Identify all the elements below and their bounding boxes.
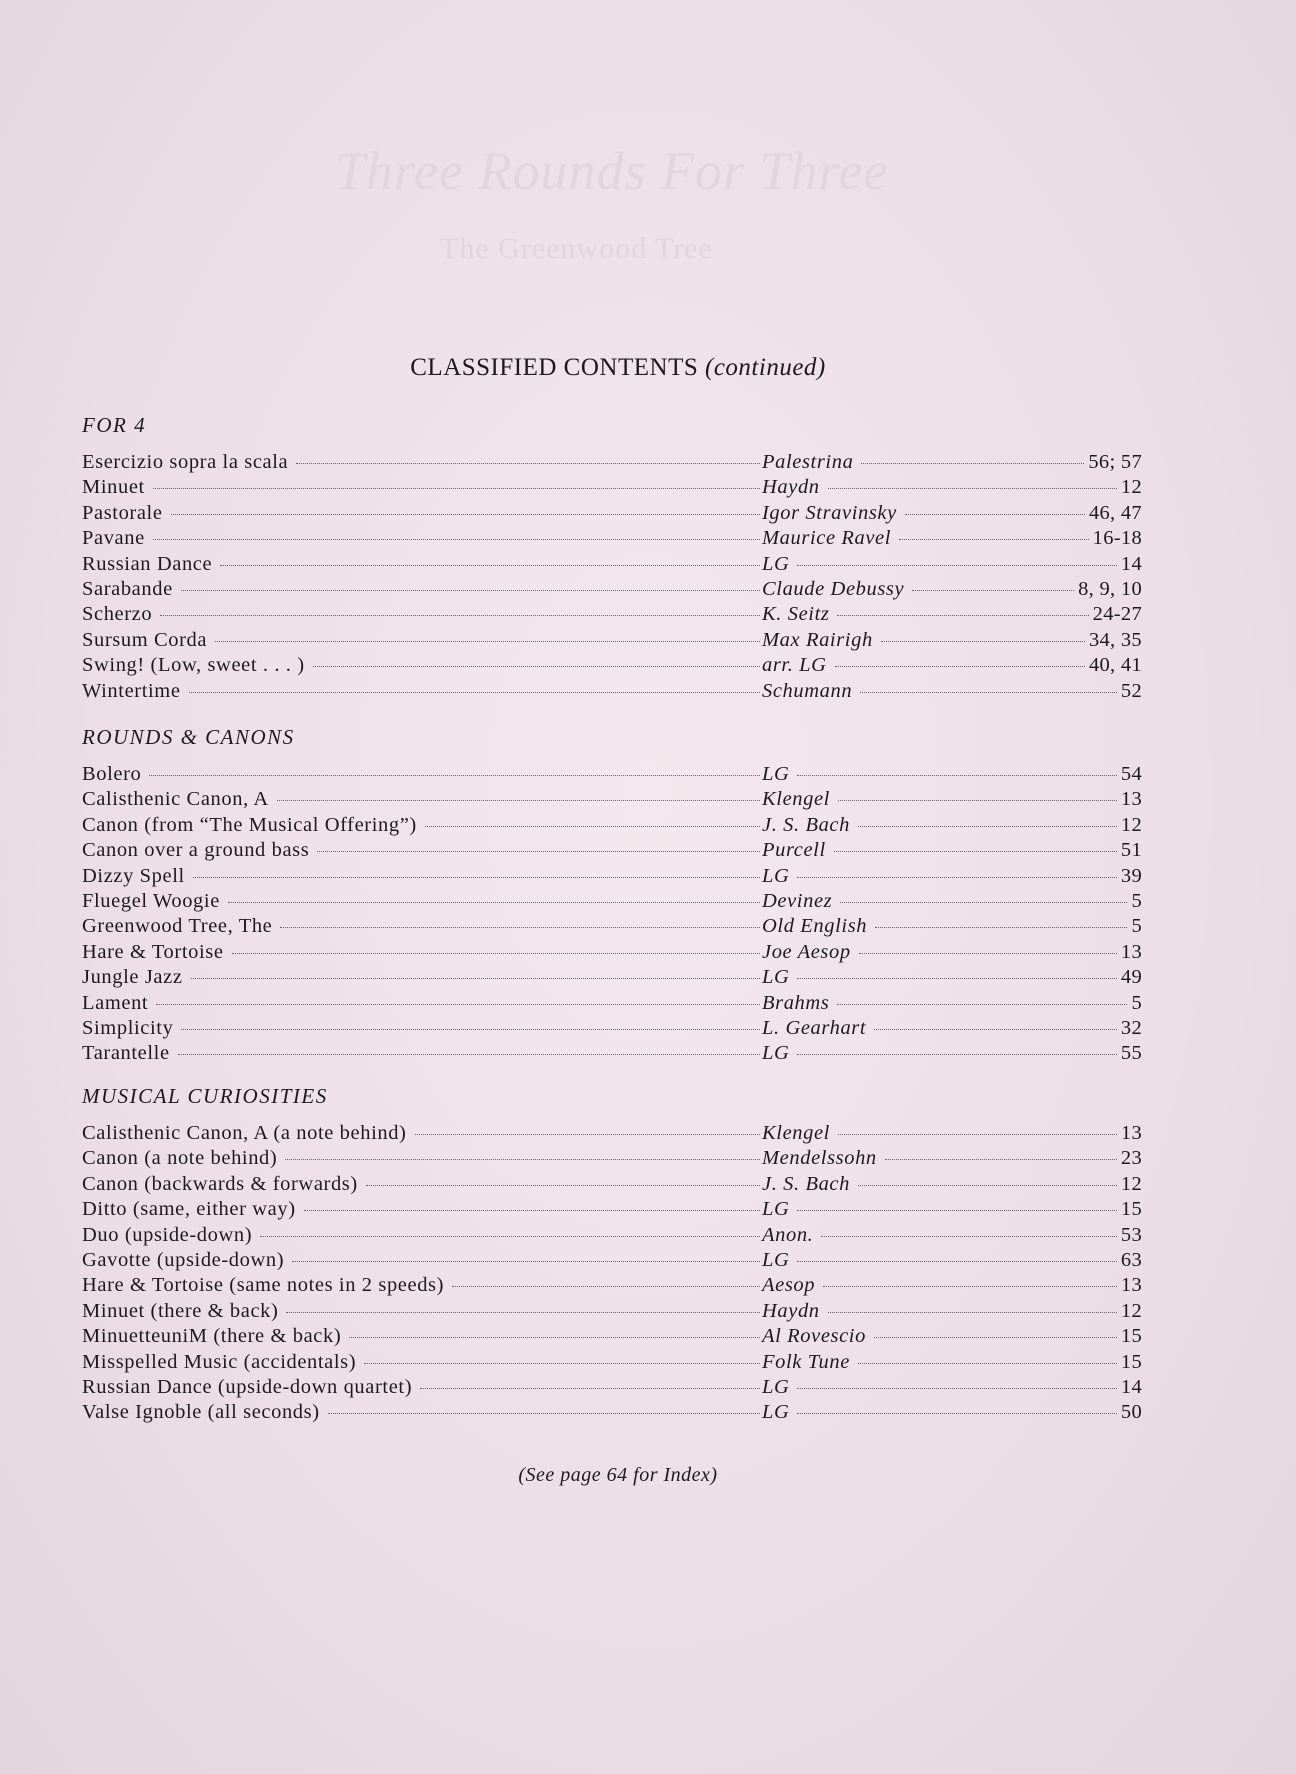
entry-title: Dizzy Spell [82,864,185,887]
dot-leader [834,850,1117,852]
entry-title: Gavotte (upside-down) [82,1248,285,1271]
dot-leader [874,1028,1117,1030]
entry-title: Misspelled Music (accidentals) [82,1350,357,1373]
contents-entry [82,864,1142,889]
dot-leader [171,513,760,515]
entry-page-number: 14 [1120,1375,1142,1398]
entry-page-number: 5 [1131,915,1142,938]
contents-entry [82,1400,1142,1425]
entry-title-column [82,679,762,704]
entry-title: Canon (a note behind) [82,1147,278,1170]
entry-composer-column [762,602,1142,627]
entry-page-number: 13 [1120,940,1142,963]
entry-page-number: 34, 35 [1088,628,1142,651]
page-title-text: CLASSIFIED CONTENTS [410,354,699,381]
section-rounds-canons [82,722,1142,1067]
dot-leader [181,589,760,591]
entry-page-number: 14 [1120,552,1142,575]
dot-leader [838,799,1117,801]
entry-title-column [82,1299,762,1324]
entry-page-number: 15 [1120,1350,1142,1373]
entry-composer-column [762,526,1142,551]
dot-leader [875,926,1127,928]
section-heading: FOR 4 [82,413,147,437]
dot-leader [858,1362,1117,1364]
entry-composer-column [762,1299,1142,1324]
dot-leader [181,1028,760,1030]
contents-entry [82,602,1142,627]
entry-title-column [82,1146,762,1171]
entry-composer-column [762,653,1142,678]
entry-title: Calisthenic Canon, A (a note behind) [82,1122,407,1144]
entry-title-column [82,1273,762,1298]
dot-leader [149,774,760,776]
contents-entry [82,1248,1142,1273]
entry-composer-column [762,1146,1142,1171]
entry-composer-column [762,577,1142,602]
contents-entry [82,679,1142,704]
entry-page-number: 13 [1120,788,1142,811]
contents-entry [82,628,1142,653]
entry-title: Calisthenic Canon, A [82,788,269,811]
dot-leader [220,564,760,566]
entry-page-number: 5 [1131,991,1142,1014]
entry-title-column [82,577,762,602]
dot-leader [189,691,760,693]
contents-entry [82,1041,1142,1066]
entry-title: Canon (backwards & forwards) [82,1172,358,1195]
dot-leader [840,901,1127,903]
entry-title: Bolero [82,763,142,785]
entry-page-number: 12 [1120,1172,1142,1195]
entry-title: Russian Dance (upside-down quartet) [82,1375,413,1398]
entry-page-number: 39 [1120,864,1142,887]
dot-leader [837,614,1088,616]
entry-composer-column [762,1273,1142,1298]
dot-leader [797,977,1116,979]
contents-entry [82,965,1142,990]
entry-title: Greenwood Tree, The [82,915,273,938]
bleed-through-subtitle: The Greenwood Tree [440,232,713,265]
entry-list [82,762,1142,1067]
dot-leader [193,876,760,878]
entry-composer: Aesop [762,1274,816,1297]
dot-leader [153,538,760,540]
dot-leader [296,462,760,464]
entry-composer: Maurice Ravel [762,527,892,550]
entry-composer: J. S. Bach [762,1172,850,1195]
contents-entry [82,940,1142,965]
dot-leader [366,1184,760,1186]
entry-page-number: 8, 9, 10 [1078,577,1142,600]
dot-leader [313,665,760,667]
dot-leader [415,1133,761,1135]
entry-list [82,1121,1142,1426]
dot-leader [797,1209,1116,1211]
entry-title-column [82,1016,762,1041]
entry-composer-column [762,1172,1142,1197]
contents-entry [82,1350,1142,1375]
entry-title: Pavane [82,527,145,550]
entry-page-number: 13 [1120,1274,1142,1297]
dot-leader [797,1053,1116,1055]
entry-title-column [82,1375,762,1400]
dot-leader [838,1133,1117,1135]
entry-composer-column [762,475,1142,500]
entry-composer-column [762,501,1142,526]
dot-leader [425,825,760,827]
entry-title: Jungle Jazz [82,966,183,989]
section-heading: MUSICAL CURIOSITIES [82,1084,328,1108]
entry-page-number: 56; 57 [1088,451,1142,473]
entry-composer: LG [762,1042,790,1065]
entry-title-column [82,1223,762,1248]
entry-title: Ditto (same, either way) [82,1198,296,1221]
entry-composer-column [762,1197,1142,1222]
contents-entry [82,1172,1142,1197]
entry-composer: LG [762,1198,790,1221]
entry-composer: Haydn [762,1299,820,1322]
entry-title: Hare & Tortoise [82,940,224,963]
entry-title-column [82,1324,762,1349]
entry-page-number: 5 [1131,889,1142,912]
entry-title: Duo (upside-down) [82,1223,253,1246]
dot-leader [899,538,1089,540]
dot-leader [885,1158,1117,1160]
entry-title-column [82,914,762,939]
entry-title-column [82,475,762,500]
entry-composer-column [762,889,1142,914]
entry-title-column [82,940,762,965]
entry-composer-column [762,1248,1142,1273]
entry-composer-column [762,965,1142,990]
contents-entry [82,577,1142,602]
entry-page-number: 12 [1120,476,1142,499]
entry-page-number: 23 [1120,1147,1142,1170]
entry-composer: Anon. [762,1223,814,1246]
dot-leader [837,1003,1127,1005]
contents-entry [82,813,1142,838]
entry-title-column [82,991,762,1016]
contents-entry [82,526,1142,551]
entry-composer: Al Rovescio [762,1325,866,1348]
entry-title-column [82,762,762,787]
dot-leader [452,1285,760,1287]
dot-leader [858,825,1117,827]
entry-title-column [82,602,762,627]
dot-leader [228,901,760,903]
entry-composer: Purcell [762,839,826,862]
entry-composer: Brahms [762,991,830,1014]
dot-leader [215,640,760,642]
dot-leader [828,1311,1117,1313]
dot-leader [905,513,1085,515]
entry-composer: Old English [762,915,868,938]
entry-composer: K. Seitz [762,603,830,626]
contents-entry [82,991,1142,1016]
contents-entry [82,762,1142,787]
dot-leader [232,952,760,954]
dot-leader [153,487,760,489]
entry-composer-column [762,1041,1142,1066]
entry-title: Pastorale [82,501,163,524]
bleed-through-title: Three Rounds For Three [335,141,889,201]
entry-title: Fluegel Woogie [82,889,220,912]
dot-leader [280,926,760,928]
entry-title-column [82,1041,762,1066]
entry-title-column [82,552,762,577]
entry-page-number: 15 [1120,1325,1142,1348]
entry-page-number: 13 [1120,1122,1142,1144]
dot-leader [285,1158,760,1160]
entry-page-number: 52 [1120,679,1142,702]
dot-leader [191,977,760,979]
dot-leader [797,1412,1116,1414]
contents-entry [82,1121,1142,1146]
contents-entry [82,838,1142,863]
dot-leader [859,952,1117,954]
contents-entry [82,889,1142,914]
entry-composer-column [762,450,1142,475]
dot-leader [858,1184,1117,1186]
dot-leader [835,665,1085,667]
entry-composer: LG [762,1248,790,1271]
entry-title: Minuet (there & back) [82,1299,279,1322]
contents-entry [82,1223,1142,1248]
dot-leader [260,1235,760,1237]
dot-leader [364,1362,760,1364]
contents-entry [82,1273,1142,1298]
contents-entry [82,1375,1142,1400]
entry-composer: L. Gearhart [762,1016,867,1039]
entry-title: Wintertime [82,679,181,702]
dot-leader [286,1311,760,1313]
entry-title: Esercizio sopra la scala [82,451,289,473]
dot-leader [797,876,1116,878]
entry-composer-column [762,1223,1142,1248]
entry-composer: Devinez [762,889,833,912]
dot-leader [874,1336,1117,1338]
entry-page-number: 53 [1120,1223,1142,1246]
entry-composer: J. S. Bach [762,813,850,836]
entry-page-number: 54 [1120,763,1142,785]
contents-entry [82,450,1142,475]
entry-composer: Schumann [762,679,853,702]
dot-leader [420,1387,760,1389]
entry-composer-column [762,838,1142,863]
entry-composer-column [762,940,1142,965]
dot-leader [797,564,1116,566]
entry-composer: Palestrina [762,451,854,473]
dot-leader [821,1235,1116,1237]
entry-composer: LG [762,1401,790,1424]
entry-composer-column [762,552,1142,577]
entry-composer-column [762,914,1142,939]
dot-leader [304,1209,760,1211]
contents-entry [82,475,1142,500]
entry-composer: Klengel [762,1122,830,1144]
dot-leader [881,640,1085,642]
entry-title-column [82,653,762,678]
entry-title: Tarantelle [82,1042,170,1065]
entry-composer-column [762,991,1142,1016]
entry-title-column [82,965,762,990]
entry-page-number: 55 [1120,1042,1142,1065]
entry-title: Sursum Corda [82,628,208,651]
contents-entry [82,1146,1142,1171]
entry-composer: Haydn [762,476,820,499]
entry-title-column [82,813,762,838]
dot-leader [828,487,1117,489]
entry-title-column [82,526,762,551]
entry-composer: LG [762,1375,790,1398]
entry-composer: Folk Tune [762,1350,850,1373]
entry-composer-column [762,1375,1142,1400]
contents-entry [82,552,1142,577]
dot-leader [797,774,1116,776]
entry-composer-column [762,1400,1142,1425]
entry-composer: arr. LG [762,654,827,677]
entry-title: Canon (from “The Musical Offering”) [82,813,417,836]
entry-title: Swing! (Low, sweet . . . ) [82,654,305,677]
contents-entry [82,1324,1142,1349]
entry-page-number: 15 [1120,1198,1142,1221]
entry-composer: Klengel [762,788,830,811]
dot-leader [823,1285,1117,1287]
dot-leader [328,1412,760,1414]
entry-title-column [82,1197,762,1222]
contents-entry [82,1197,1142,1222]
contents-entry [82,787,1142,812]
entry-page-number: 12 [1120,1299,1142,1322]
contents-entry [82,1299,1142,1324]
page-title [0,354,1236,382]
entry-composer: LG [762,864,790,887]
dot-leader [861,462,1084,464]
entry-title-column [82,787,762,812]
dot-leader [292,1260,760,1262]
dot-leader [160,614,760,616]
index-reference-note: (See page 64 for Index) [518,1464,718,1486]
entry-composer-column [762,864,1142,889]
entry-page-number: 63 [1120,1248,1142,1271]
page-title-suffix: (continued) [705,354,826,381]
entry-composer-column [762,1121,1142,1146]
entry-page-number: 50 [1120,1401,1142,1424]
entry-page-number: 40, 41 [1088,654,1142,677]
entry-title-column [82,450,762,475]
dot-leader [178,1053,760,1055]
entry-title-column [82,1172,762,1197]
entry-list [82,450,1142,704]
entry-composer: Claude Debussy [762,577,905,600]
entry-composer: LG [762,763,790,785]
entry-title: Hare & Tortoise (same notes in 2 speeds) [82,1274,445,1297]
entry-title: Minuet [82,476,145,499]
entry-page-number: 32 [1120,1016,1142,1039]
entry-title-column [82,1121,762,1146]
entry-composer: Joe Aesop [762,940,851,963]
entry-title: Valse Ignoble (all seconds) [82,1401,320,1424]
entry-title: Simplicity [82,1016,174,1039]
dot-leader [349,1336,760,1338]
entry-title: Canon over a ground bass [82,839,310,862]
entry-page-number: 12 [1120,813,1142,836]
section-for-4 [82,410,1142,704]
dot-leader [797,1387,1116,1389]
section-musical-curiosities [82,1081,1142,1426]
entry-title: Scherzo [82,603,153,626]
entry-title: MinuetteuniM (there & back) [82,1325,342,1348]
entry-title: Lament [82,991,149,1014]
entry-composer-column [762,1324,1142,1349]
entry-composer-column [762,762,1142,787]
entry-composer-column [762,787,1142,812]
entry-composer: Max Rairigh [762,628,873,651]
dot-leader [156,1003,760,1005]
entry-page-number: 24-27 [1092,603,1142,626]
entry-page-number: 16-18 [1092,527,1142,550]
entry-title-column [82,1248,762,1273]
dot-leader [860,691,1117,693]
entry-title-column [82,1350,762,1375]
entry-composer-column [762,1016,1142,1041]
dot-leader [277,799,760,801]
entry-page-number: 51 [1120,839,1142,862]
entry-title: Sarabande [82,577,173,600]
contents-entry [82,653,1142,678]
dot-leader [912,589,1074,591]
entry-page-number: 46, 47 [1088,501,1142,524]
entry-composer-column [762,813,1142,838]
entry-title-column [82,1400,762,1425]
entry-title-column [82,864,762,889]
entry-title-column [82,838,762,863]
entry-composer-column [762,1350,1142,1375]
entry-title-column [82,628,762,653]
entry-composer-column [762,628,1142,653]
dot-leader [797,1260,1116,1262]
entry-composer: LG [762,552,790,575]
entry-title: Russian Dance [82,552,213,575]
contents-entry [82,914,1142,939]
contents-entry [82,501,1142,526]
entry-page-number: 49 [1120,966,1142,989]
entry-composer: Igor Stravinsky [762,501,897,524]
contents-entry [82,1016,1142,1041]
entry-composer: LG [762,966,790,989]
section-heading: ROUNDS & CANONS [82,725,295,749]
entry-title-column [82,501,762,526]
entry-composer: Mendelssohn [762,1147,877,1170]
entry-title-column [82,889,762,914]
dot-leader [317,850,760,852]
entry-composer-column [762,679,1142,704]
